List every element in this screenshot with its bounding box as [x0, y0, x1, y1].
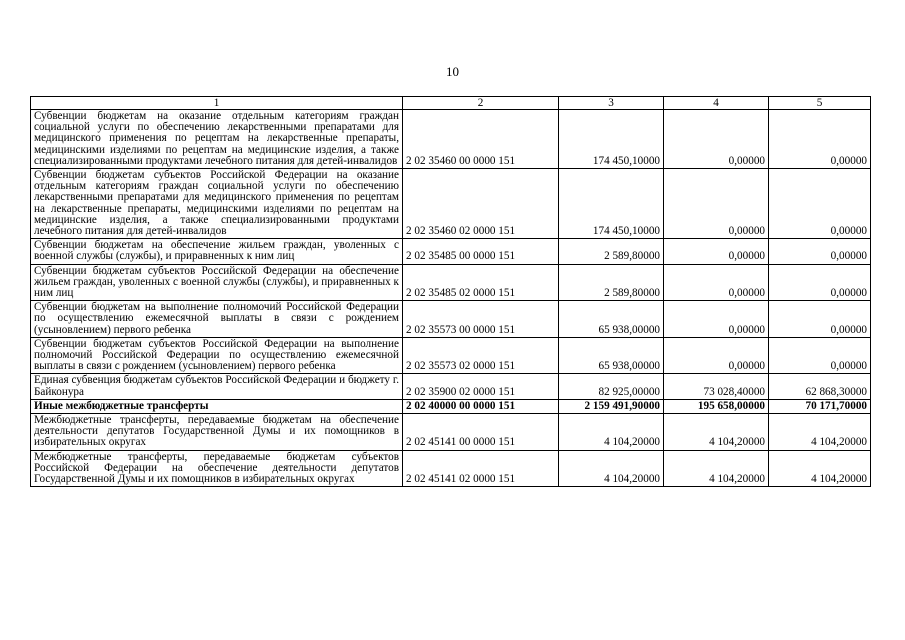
row-amount-col5: 0,00000 — [769, 169, 871, 239]
row-amount-col3: 2 589,80000 — [559, 264, 664, 301]
row-amount-col5: 0,00000 — [769, 337, 871, 374]
row-amount-col5: 4 104,20000 — [769, 414, 871, 451]
row-budget-code: 2 02 35485 00 0000 151 — [403, 239, 559, 264]
header-col-5: 5 — [769, 97, 871, 110]
table-row — [31, 414, 871, 451]
row-amount-col4: 73 028,40000 — [664, 374, 769, 399]
row-amount-col3: 174 450,10000 — [559, 169, 664, 239]
row-amount-col3: 82 925,00000 — [559, 374, 664, 399]
row-amount-col5: 0,00000 — [769, 301, 871, 338]
row-amount-col5: 4 104,20000 — [769, 450, 871, 487]
row-amount-col5: 62 868,30000 — [769, 374, 871, 399]
row-amount-col3: 65 938,00000 — [559, 337, 664, 374]
header-col-2: 2 — [403, 97, 559, 110]
row-description: Субвенции бюджетам субъектов Российской Федерации на оказание отдельным категориям граждан социальной услуги по обеспечению лекарственными препаратами для медицинского применения по рецептам на лекарственные препараты, медицинскими изделиями по рецептам на медицинские изделия, а также специализированными продуктами лечебного питания для детей-инвалидов — [31, 169, 403, 239]
table-row — [31, 374, 871, 399]
table-header-row — [31, 97, 871, 110]
row-amount-col4: 4 104,20000 — [664, 450, 769, 487]
row-amount-col5: 70 171,70000 — [769, 399, 871, 413]
row-budget-code: 2 02 35900 02 0000 151 — [403, 374, 559, 399]
row-amount-col3: 65 938,00000 — [559, 301, 664, 338]
row-description: Субвенции бюджетам субъектов Российской Федерации на обеспечение жильем граждан, уволенных с военной службы (службы), и приравненных к ним лиц — [31, 264, 403, 301]
budget-table — [30, 96, 871, 487]
row-amount-col3: 174 450,10000 — [559, 110, 664, 169]
row-description: Субвенции бюджетам субъектов Российской Федерации на выполнение полномочий Российской Федерации по осуществлению ежемесячной выплаты в связи с рождением (усыновлением) первого ребенка — [31, 337, 403, 374]
header-col-4: 4 — [664, 97, 769, 110]
table-row — [31, 110, 871, 169]
row-amount-col3: 2 589,80000 — [559, 239, 664, 264]
table-row — [31, 337, 871, 374]
table-row — [31, 239, 871, 264]
row-description: Единая субвенция бюджетам субъектов Российской Федерации и бюджету г. Байконура — [31, 374, 403, 399]
row-amount-col5: 0,00000 — [769, 239, 871, 264]
table-row — [31, 264, 871, 301]
page-number: 10 — [446, 64, 459, 79]
row-amount-col3: 4 104,20000 — [559, 450, 664, 487]
row-budget-code: 2 02 35485 02 0000 151 — [403, 264, 559, 301]
row-amount-col4: 0,00000 — [664, 301, 769, 338]
table-body — [31, 110, 871, 487]
row-budget-code: 2 02 35573 00 0000 151 — [403, 301, 559, 338]
table-row — [31, 301, 871, 338]
row-budget-code: 2 02 35460 02 0000 151 — [403, 169, 559, 239]
row-budget-code: 2 02 45141 00 0000 151 — [403, 414, 559, 451]
row-description: Субвенции бюджетам на оказание отдельным категориям граждан социальной услуги по обеспечению лекарственными препаратами для медицинского применения по рецептам на лекарственные препараты, медицинскими изделиями по рецептам на медицинские изделия, а также специализированными продуктами лечебного питания для детей-инвалидов — [31, 110, 403, 169]
row-amount-col4: 0,00000 — [664, 110, 769, 169]
row-budget-code: 2 02 40000 00 0000 151 — [403, 399, 559, 413]
header-col-3: 3 — [559, 97, 664, 110]
row-description: Иные межбюджетные трансферты — [31, 399, 403, 413]
row-description: Субвенции бюджетам на выполнение полномочий Российской Федерации по осуществлению ежемесячной выплаты в связи с рождением (усыновлением) первого ребенка — [31, 301, 403, 338]
table-row — [31, 169, 871, 239]
row-amount-col4: 0,00000 — [664, 264, 769, 301]
row-amount-col3: 2 159 491,90000 — [559, 399, 664, 413]
header-col-1: 1 — [31, 97, 403, 110]
row-description: Субвенции бюджетам на обеспечение жильем граждан, уволенных с военной службы (службы), и приравненных к ним лиц — [31, 239, 403, 264]
table-row — [31, 450, 871, 487]
row-amount-col4: 0,00000 — [664, 337, 769, 374]
row-budget-code: 2 02 35573 02 0000 151 — [403, 337, 559, 374]
row-amount-col3: 4 104,20000 — [559, 414, 664, 451]
row-amount-col4: 0,00000 — [664, 239, 769, 264]
row-amount-col4: 0,00000 — [664, 169, 769, 239]
row-budget-code: 2 02 45141 02 0000 151 — [403, 450, 559, 487]
row-amount-col5: 0,00000 — [769, 264, 871, 301]
row-amount-col4: 195 658,00000 — [664, 399, 769, 413]
table-row — [31, 399, 871, 413]
row-budget-code: 2 02 35460 00 0000 151 — [403, 110, 559, 169]
row-amount-col5: 0,00000 — [769, 110, 871, 169]
row-amount-col4: 4 104,20000 — [664, 414, 769, 451]
row-description: Межбюджетные трансферты, передаваемые бюджетам на обеспечение деятельности депутатов Государственной Думы и их помощников в избирательных округах — [31, 414, 403, 451]
row-description: Межбюджетные трансферты, передаваемые бюджетам субъектов Российской Федерации на обеспечение деятельности депутатов Государственной Думы и их помощников в избирательных округах — [31, 450, 403, 487]
